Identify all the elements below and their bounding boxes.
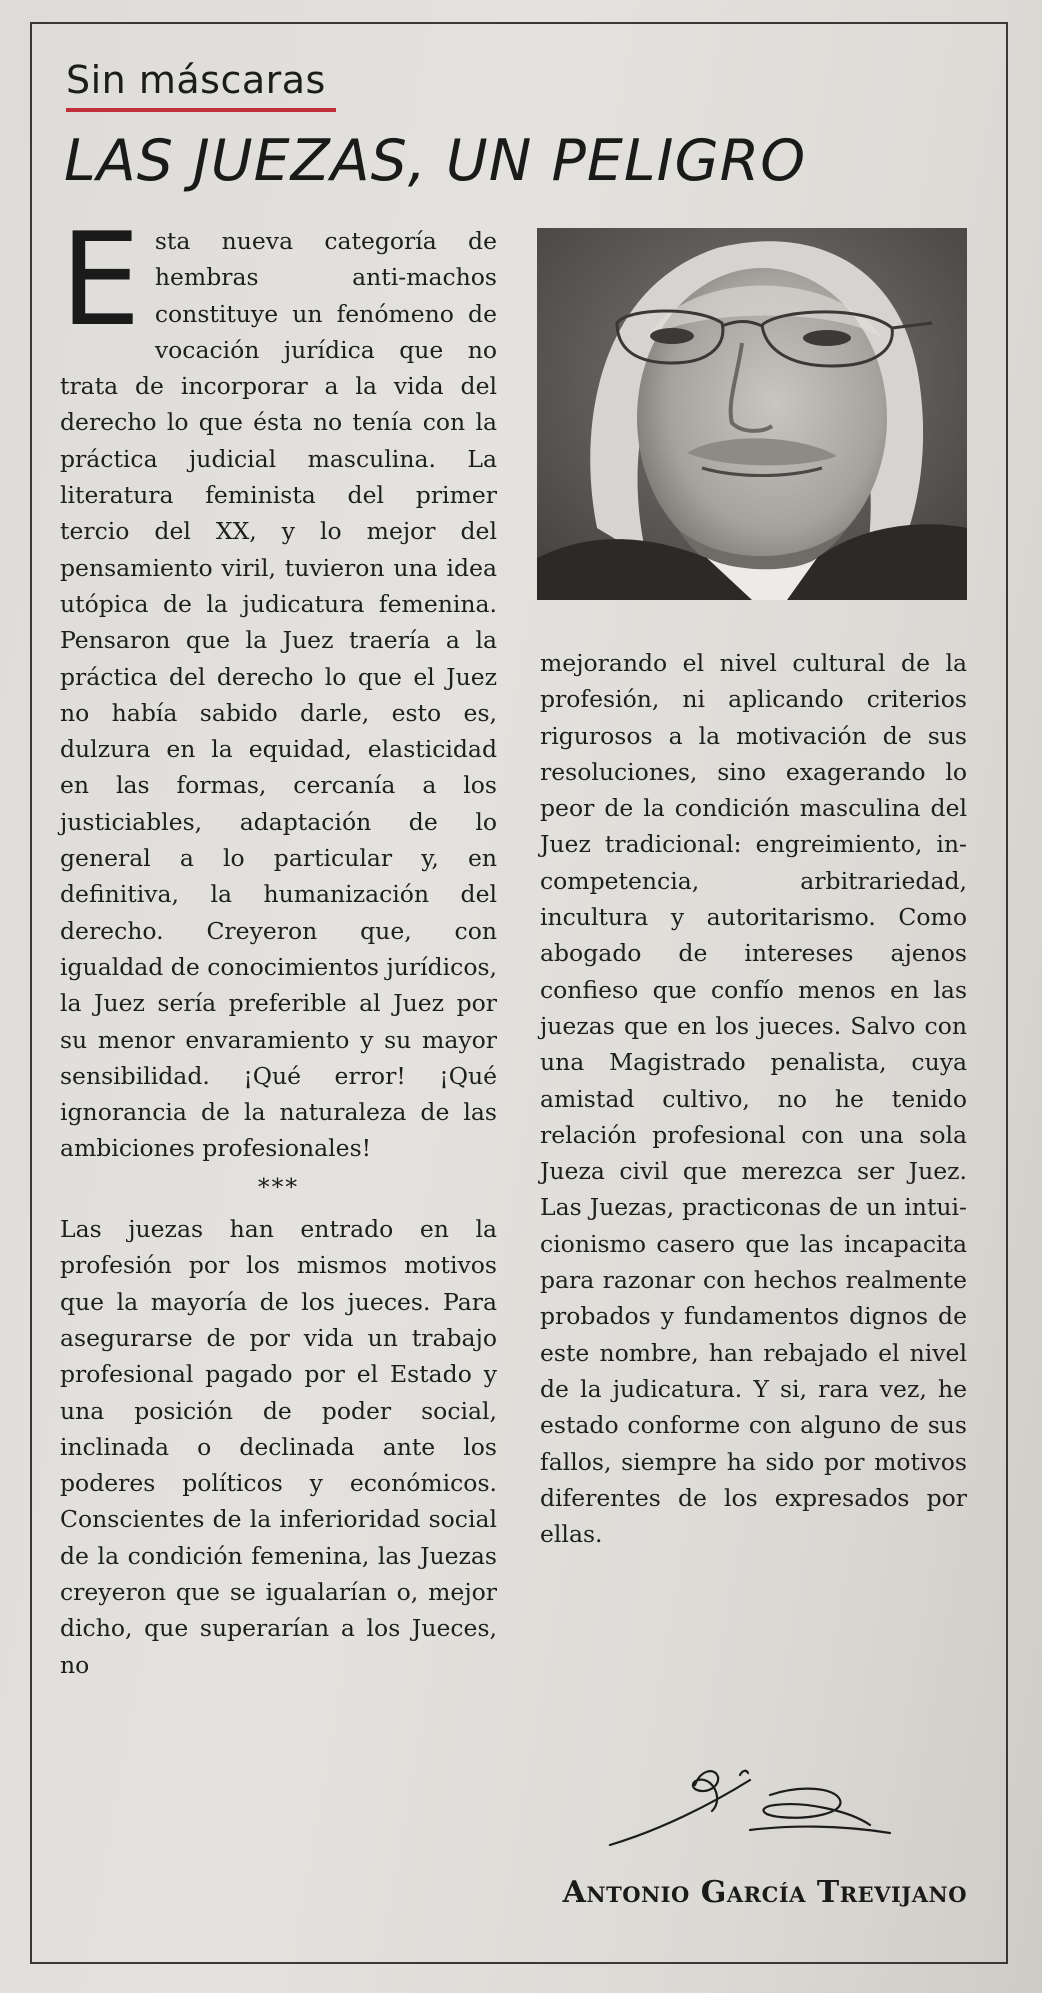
section-separator: *** — [257, 1172, 300, 1201]
article-column-left — [60, 206, 498, 1683]
article-paragraph-3: mejorando el nivel cultural de la profesión, ni aplicando criterios rigurosos a la motivación de sus resoluciones, sino exagerando lo peor de la condición masculina del Juez tradicional: engreimiento, incompetencia, arbitrariedad, incultura y autoritarismo. Como abogado de intereses ajenos confieso que confío menos en las juezas que en los jueces. Salvo con una Magistrado penalista, cuya amistad cultivo, no he tenido relación profesional con una sola Jueza civil que merezca ser Juez. Las Juezas, practiconas de un intuicionismo casero que las incapacita para razonar con hechos realmente probados y fundamentos dignos de este nombre, han rebajado el nivel de la judicatura. Y si, rara vez, he estado conforme con alguno de sus fallos, siempre ha sido por motivos diferentes de los expresados por ellas. — [540, 649, 967, 1549]
section-label: Sin máscaras — [66, 58, 326, 102]
author-portrait-image — [537, 228, 967, 600]
article-column-right — [540, 645, 967, 1552]
author-signature — [600, 1745, 900, 1855]
drop-cap: E — [60, 206, 141, 355]
paragraph-1-text: sta nueva categoría de hembras anti-machos constituye un fenómeno de vocación jurídica que no trata de incorporar a la vida del derecho lo que ésta no tenía con la práctica judicial masculina. La literatura feminista del primer tercio del XX, y lo mejor del pensamiento viril, tuvieron una idea utópica de la judicatura femenina. Pensaron que la Juez traería a la práctica del derecho lo que el Juez no había sabido darle, esto es, dulzura en la equidad, elasticidad en las formas, cercanía a los justiciables, adaptación de lo general a lo particular y, en definitiva, la humanización del derecho. Creyeron que, con igualdad de conocimientos jurídicos, la Juez sería preferible al Juez por su menor envaramiento y su mayor sensibilidad. ¡Qué error! ¡Qué ignorancia de la naturaleza de las ambiciones profesionales! — [60, 227, 498, 1163]
article-headline: LAS JUEZAS, UN PELIGRO — [64, 128, 807, 194]
author-photo — [537, 228, 967, 600]
article-paragraph-1 — [60, 206, 498, 1167]
section-underline — [66, 108, 336, 112]
author-byline: Antonio García Trevijano — [562, 1875, 967, 1910]
article-paragraph-2: Las juezas han entrado en la profesión por los mismos motivos que la mayoría de los jueces. Para asegurarse de por vida un trabajo profesional pagado por el Estado y una posición de poder social, inclinada o declinada ante los poderes políticos y económicos. Conscientes de la inferioridad social de la condición femenina, las Juezas creyeron que se igualarían o, mejor dicho, que superarían a los Jueces, no — [60, 1215, 497, 1679]
